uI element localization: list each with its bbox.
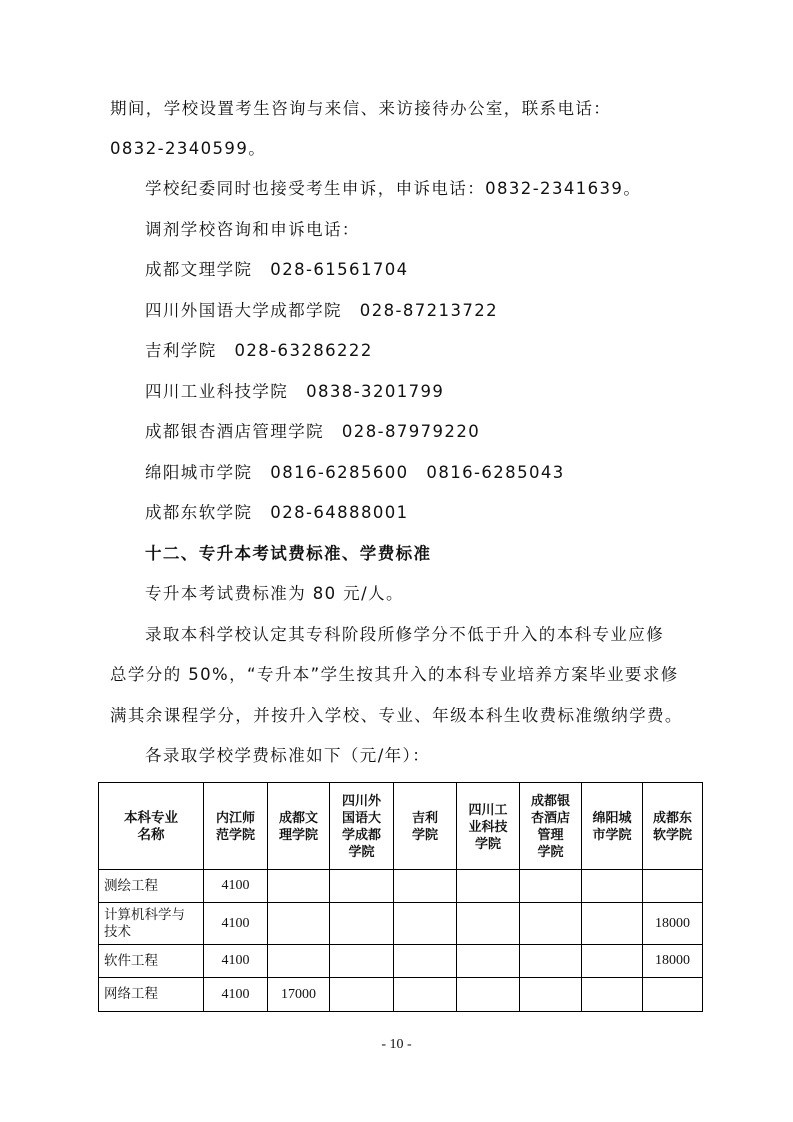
major-name-cell: 网络工程 [99,978,204,1012]
header-sichuan-gongye: 四川工 业科技 学院 [457,783,520,870]
contact-line: 吉利学院 028-63286222 [145,341,373,360]
fee-cell [330,870,394,903]
major-name-cell: 软件工程 [99,945,204,978]
fee-cell [394,870,457,903]
table-row [99,903,703,945]
major-name-cell: 计算机科学与 技术 [99,903,204,945]
fee-cell: 17000 [268,978,330,1012]
fee-cell [582,870,643,903]
contact-line: 绵阳城市学院 0816-6285600 0816-6285043 [145,463,565,482]
header-yinxing-hotel: 成都银 杏酒店 管理 学院 [520,783,582,870]
fee-cell [268,945,330,978]
tuition-table [98,782,703,1012]
header-major-name: 本科专业 名称 [99,783,204,870]
table-row [99,945,703,978]
header-chengdu-wenli: 成都文 理学院 [268,783,330,870]
paragraph-line: 总学分的 50%，“专升本”学生按其升入的本科专业培养方案毕业要求修 [110,665,679,684]
fee-cell [457,978,520,1012]
fee-cell [394,978,457,1012]
paragraph-line: 录取本科学校认定其专科阶段所修学分不低于升入的本科专业应修 [145,625,665,644]
fee-cell [520,978,582,1012]
paragraph-line: 期间，学校设置考生咨询与来信、来访接待办公室，联系电话： [110,99,612,118]
fee-cell: 18000 [643,903,703,945]
paragraph-line: 专升本考试费标准为 80 元/人。 [145,584,404,603]
fee-cell: 4100 [204,945,268,978]
fee-cell: 18000 [643,945,703,978]
section-heading: 十二、专升本考试费标准、学费标准 [145,544,432,563]
fee-cell [582,945,643,978]
fee-cell [394,945,457,978]
fee-cell: 4100 [204,903,268,945]
fee-cell [582,903,643,945]
table-row [99,870,703,903]
fee-cell [330,945,394,978]
fee-cell [394,903,457,945]
contact-line: 成都文理学院 028-61561704 [145,260,409,279]
page-number: - 10 - [381,1037,412,1052]
fee-cell: 4100 [204,870,268,903]
fee-cell [520,903,582,945]
fee-cell [457,870,520,903]
fee-cell [330,903,394,945]
fee-cell [268,870,330,903]
header-neusoft: 成都东 软学院 [643,783,703,870]
paragraph-line: 调剂学校咨询和申诉电话： [145,220,360,239]
fee-cell [520,945,582,978]
paragraph-line: 学校纪委同时也接受考生申诉，申诉电话：0832-2341639。 [145,179,642,198]
fee-cell [643,978,703,1012]
major-name-cell: 测绘工程 [99,870,204,903]
fee-cell [457,945,520,978]
header-mianyang-city: 绵阳城 市学院 [582,783,643,870]
table-header-row [99,783,703,870]
fee-cell [643,870,703,903]
table-row [99,978,703,1012]
fee-cell [457,903,520,945]
fee-cell [268,903,330,945]
paragraph-line: 0832-2340599。 [110,139,267,158]
fee-cell [330,978,394,1012]
contact-line: 成都东软学院 028-64888001 [145,503,409,522]
contact-line: 成都银杏酒店管理学院 028-87979220 [145,422,481,441]
header-neijiang: 内江师 范学院 [204,783,268,870]
fee-cell: 4100 [204,978,268,1012]
contact-line: 四川外国语大学成都学院 028-87213722 [145,301,499,320]
header-sisu-chengdu: 四川外 国语大 学成都 学院 [330,783,394,870]
header-jili: 吉利 学院 [394,783,457,870]
fee-cell [582,978,643,1012]
fee-cell [520,870,582,903]
contact-line: 四川工业科技学院 0838-3201799 [145,382,445,401]
paragraph-line: 满其余课程学分，并按升入学校、专业、年级本科生收费标准缴纳学费。 [110,706,683,725]
paragraph-line: 各录取学校学费标准如下（元/年）： [145,746,431,765]
